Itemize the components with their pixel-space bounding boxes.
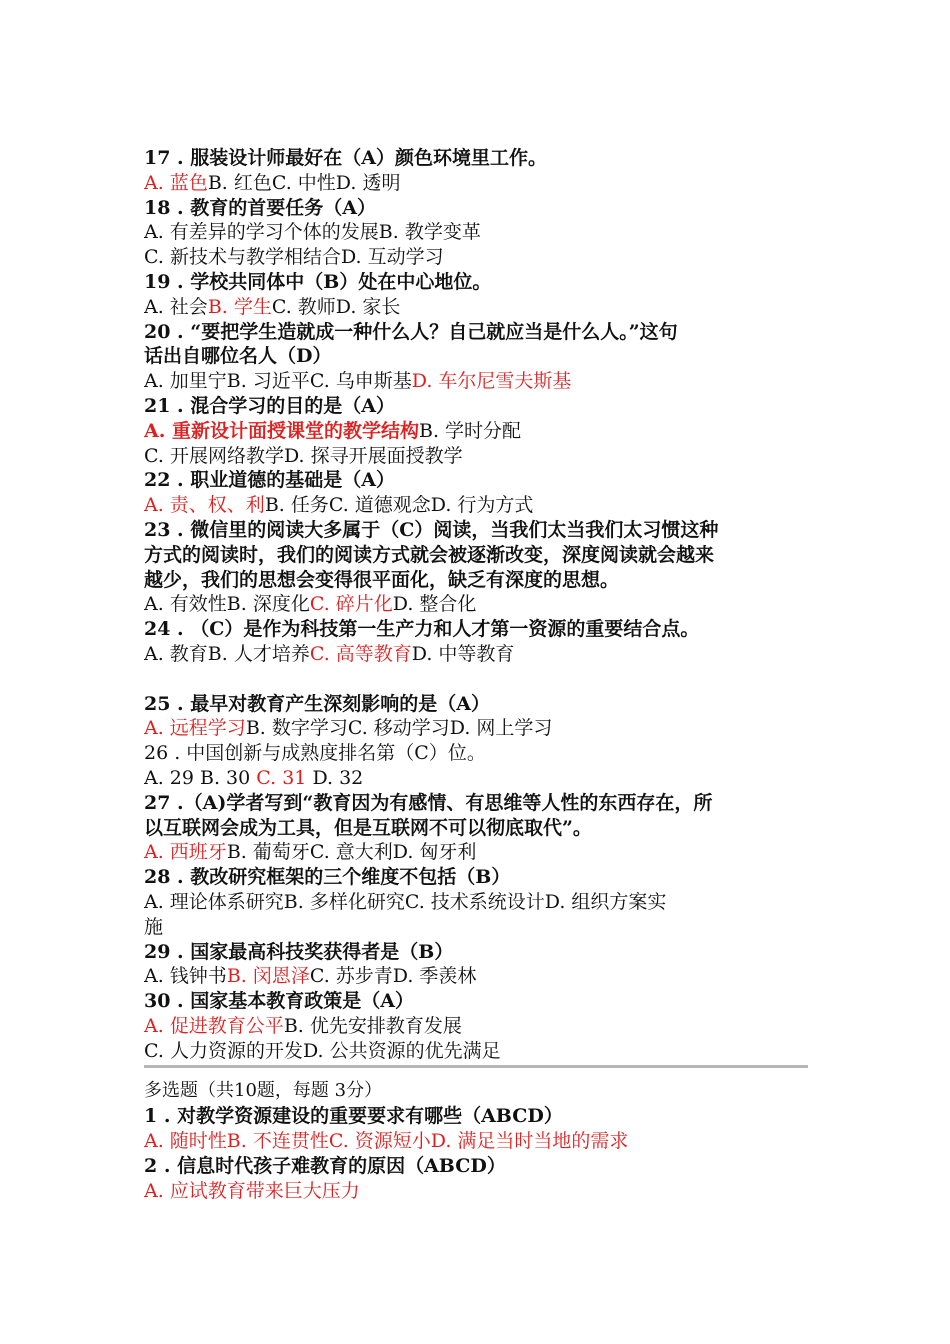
section-title: 多选题（共10题，每题 3分）	[144, 1080, 383, 1102]
option-text: B. 葡萄牙C. 意大利D. 匈牙利	[226, 841, 477, 864]
question-text: 18 . 教育的首要任务（A）	[144, 196, 377, 219]
question-text: 17 . 服装设计师最好在（A）颜色环境里工作。	[144, 147, 548, 169]
answer-text: A. 远程学习	[144, 717, 246, 740]
answer-text: B. 学生	[207, 295, 272, 318]
option-text: B. 任务C. 道德观念D. 行为方式	[264, 494, 534, 517]
answer-text: C. 高等教育	[309, 642, 412, 665]
options-line	[144, 369, 808, 394]
question-text: 26 . 中国创新与成熟度排名第（C）位。	[144, 742, 486, 765]
option-text: C. 苏步青D. 季羡林	[309, 965, 477, 988]
option-text: B. 优先安排教育发展	[283, 1014, 462, 1037]
question-text: 2 . 信息时代孩子难教育的原因（ABCD）	[144, 1155, 506, 1178]
question-text: 19 . 学校共同体中（B）处在中心地位。	[144, 270, 492, 293]
option-text: D. 中等教育	[411, 642, 515, 665]
multi-choice-block	[144, 1104, 808, 1203]
options-line	[144, 1129, 808, 1154]
question-text: 23 . 微信里的阅读大多属于（C）阅读，当我们太当我们太习惯这种	[144, 518, 719, 541]
question-text: 22 . 职业道德的基础是（A）	[144, 469, 396, 492]
options-line	[144, 171, 808, 196]
option-text: D. 32	[306, 766, 364, 789]
answer-text: C. 碎片化	[309, 593, 393, 616]
options-line	[144, 1179, 808, 1204]
option-text: A. 社会	[144, 295, 208, 318]
options-line	[144, 766, 808, 791]
options-line	[144, 915, 808, 940]
document-page	[144, 146, 808, 1204]
answer-text: A.	[144, 171, 170, 194]
option-text: C. 人力资源的开发D. 公共资源的优先满足	[144, 1039, 501, 1062]
options-line	[144, 295, 808, 320]
option-text: B. 学时分配	[418, 419, 522, 442]
options-line	[144, 716, 808, 741]
question-text: 30 . 国家基本教育政策是（A）	[144, 990, 415, 1013]
answer-text: A. 随时性B. 不连贯性C. 资源短小D. 满足当时当地的需求	[144, 1130, 629, 1153]
answer-text: A. 西班牙	[144, 841, 227, 864]
options-line	[144, 245, 808, 270]
option-text: 施	[144, 915, 164, 938]
option-text: C. 教师D. 家长	[271, 295, 401, 318]
options-line	[144, 493, 808, 518]
option-text: A. 有差异的学习个体的发展B. 教学变革	[144, 221, 481, 244]
question-text: 方式的阅读时，我们的阅读方式就会被逐渐改变，深度阅读就会越来	[144, 543, 715, 566]
question-text: 27 .（A)学者写到“教育因为有感情、有思维等人性的东西存在，所	[144, 791, 713, 814]
question-text: 以互联网会成为工具，但是互联网不可以彻底取代”。	[144, 816, 592, 839]
option-text: C. 新技术与教学相结合D. 互动学习	[144, 246, 444, 269]
options-line	[144, 444, 808, 469]
question-text: 越少，我们的思想会变得很平面化，缺乏有深度的思想。	[144, 568, 620, 591]
option-text: A. 加里宁B. 习近平C. 乌申斯基	[144, 370, 412, 393]
options-line	[144, 1014, 808, 1039]
options-line	[144, 642, 808, 667]
answer-text: A. 促进教育公平	[144, 1014, 284, 1037]
answer-text: D. 车尔尼雪夫斯基	[411, 370, 572, 393]
options-line	[144, 840, 808, 865]
question-text: 20 . “要把学生造就成一种什么人？自己就应当是什么人。”这句	[144, 320, 678, 343]
options-line	[144, 592, 808, 617]
options-line	[144, 419, 808, 444]
question-text: 28 . 教改研究框架的三个维度不包括（B）	[144, 866, 511, 889]
option-text: A. 29 B. 30	[144, 766, 257, 789]
answer-text: A. 重新设计面授课堂的教学结构	[144, 419, 419, 442]
option-text: A. 教育B. 人才培养	[144, 642, 310, 665]
blank-line	[144, 667, 808, 692]
option-text: D. 整合化	[392, 593, 477, 616]
question-text: 1 . 对教学资源建设的重要要求有哪些（ABCD）	[144, 1105, 563, 1128]
question-text: 25 . 最早对教育产生深刻影响的是（A）	[144, 692, 491, 715]
question-text: 24 . （C）是作为科技第一生产力和人才第一资源的重要结合点。	[144, 618, 700, 641]
option-text: B. 数字学习C. 移动学习D. 网上学习	[245, 717, 553, 740]
options-line	[144, 1039, 808, 1064]
option-text: A. 有效性B. 深度化	[144, 593, 310, 616]
options-line	[144, 220, 808, 245]
option-text: A. 理论体系研究B. 多样化研究C. 技术系统设计D. 组织方案实	[144, 890, 667, 913]
answer-text: 蓝色	[169, 171, 208, 194]
options-line	[144, 890, 808, 915]
option-text: A. 钱钟书	[144, 965, 227, 988]
single-choice-block	[144, 146, 808, 1063]
question-text: 21 . 混合学习的目的是（A）	[144, 394, 396, 417]
answer-text: A. 应试教育带来巨大压力	[144, 1179, 360, 1202]
question-text: 29 . 国家最高科技奖获得者是（B）	[144, 940, 454, 963]
options-line	[144, 964, 808, 989]
option-text: C. 开展网络教学D. 探寻开展面授教学	[144, 444, 463, 467]
section-divider	[144, 1065, 808, 1068]
option-text: B. 红色C. 中性D. 透明	[207, 171, 401, 194]
answer-text: C. 31	[256, 766, 307, 789]
answer-text: A. 责、权、利	[144, 494, 265, 517]
answer-text: B. 闵恩泽	[226, 965, 310, 988]
question-text: 话出自哪位名人（D）	[144, 345, 332, 368]
